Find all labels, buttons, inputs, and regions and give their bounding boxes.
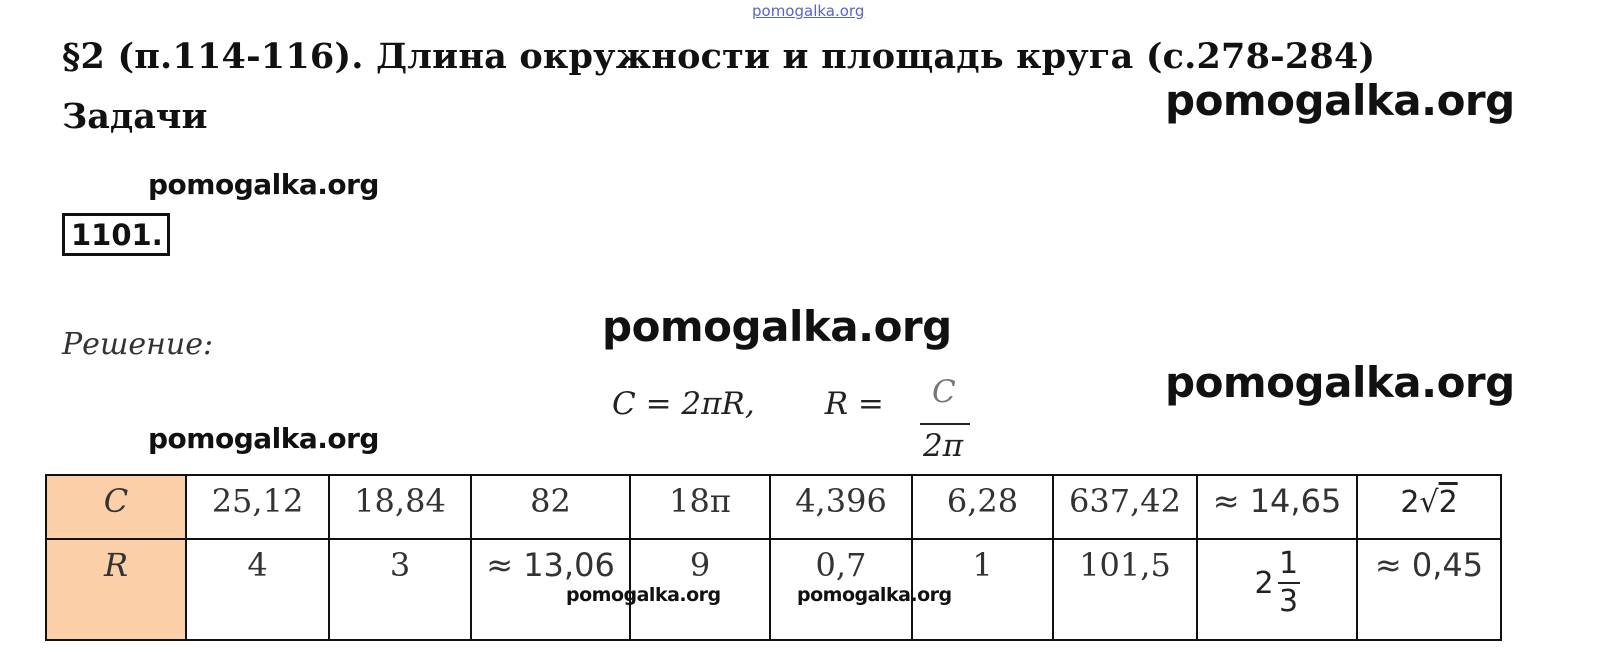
cell-c-6: 6,28	[912, 475, 1053, 539]
page-title: §2 (п.114-116). Длина окружности и площадь круга (с.278-284)	[62, 36, 1376, 77]
row-header-c: C	[46, 475, 186, 539]
watermark-bottom-2: pomogalka.org	[797, 584, 952, 606]
table-row-c	[46, 475, 1501, 539]
watermark-right-lower: pomogalka.org	[1165, 358, 1515, 407]
cell-c-5: 4,396	[770, 475, 912, 539]
solution-label: Решение:	[62, 327, 214, 362]
values-table	[45, 474, 1502, 641]
cell-c-1: 25,12	[186, 475, 329, 539]
row-header-r: R	[46, 539, 186, 640]
formula	[612, 386, 884, 422]
section-subtitle: Задачи	[62, 96, 208, 137]
cell-c-3: 82	[471, 475, 630, 539]
mixed-denominator: 3	[1279, 584, 1299, 619]
sqrt-expression: 2√2	[1400, 485, 1458, 520]
cell-c-4: 18π	[630, 475, 770, 539]
mixed-fraction	[1254, 546, 1299, 620]
formula-radius-lhs: R =	[824, 386, 884, 422]
cell-c-8: ≈ 14,65	[1197, 475, 1357, 539]
cell-c-7: 637,42	[1053, 475, 1197, 539]
table-row-r	[46, 539, 1501, 640]
cell-c-9	[1357, 475, 1501, 539]
cell-r-8	[1197, 539, 1357, 640]
watermark-top[interactable]: pomogalka.org	[752, 2, 865, 20]
watermark-center: pomogalka.org	[602, 302, 952, 351]
cell-r-4: 9	[630, 539, 770, 640]
watermark-left-upper: pomogalka.org	[148, 168, 379, 201]
watermark-bottom-1: pomogalka.org	[566, 584, 721, 606]
cell-r-7: 101,5	[1053, 539, 1197, 640]
formula-circumference: C = 2πR,	[612, 386, 755, 422]
cell-r-5: 0,7	[770, 539, 912, 640]
watermark-right-upper: pomogalka.org	[1165, 76, 1515, 125]
cell-r-3: ≈ 13,06	[471, 539, 630, 640]
mixed-numerator: 1	[1279, 546, 1299, 581]
sqrt-radicand: 2	[1438, 485, 1458, 520]
watermark-left-lower: pomogalka.org	[148, 422, 379, 455]
cell-c-2: 18,84	[329, 475, 471, 539]
fraction-denominator: 2π	[923, 428, 964, 464]
fraction-numerator: C	[932, 374, 956, 410]
sqrt-coefficient: 2	[1400, 485, 1420, 520]
problem-number-badge: 1101.	[62, 213, 170, 256]
cell-r-9: ≈ 0,45	[1357, 539, 1501, 640]
cell-r-6: 1	[912, 539, 1053, 640]
fraction-bar	[920, 423, 970, 425]
mixed-whole: 2	[1254, 565, 1274, 601]
cell-r-2: 3	[329, 539, 471, 640]
cell-r-1: 4	[186, 539, 329, 640]
